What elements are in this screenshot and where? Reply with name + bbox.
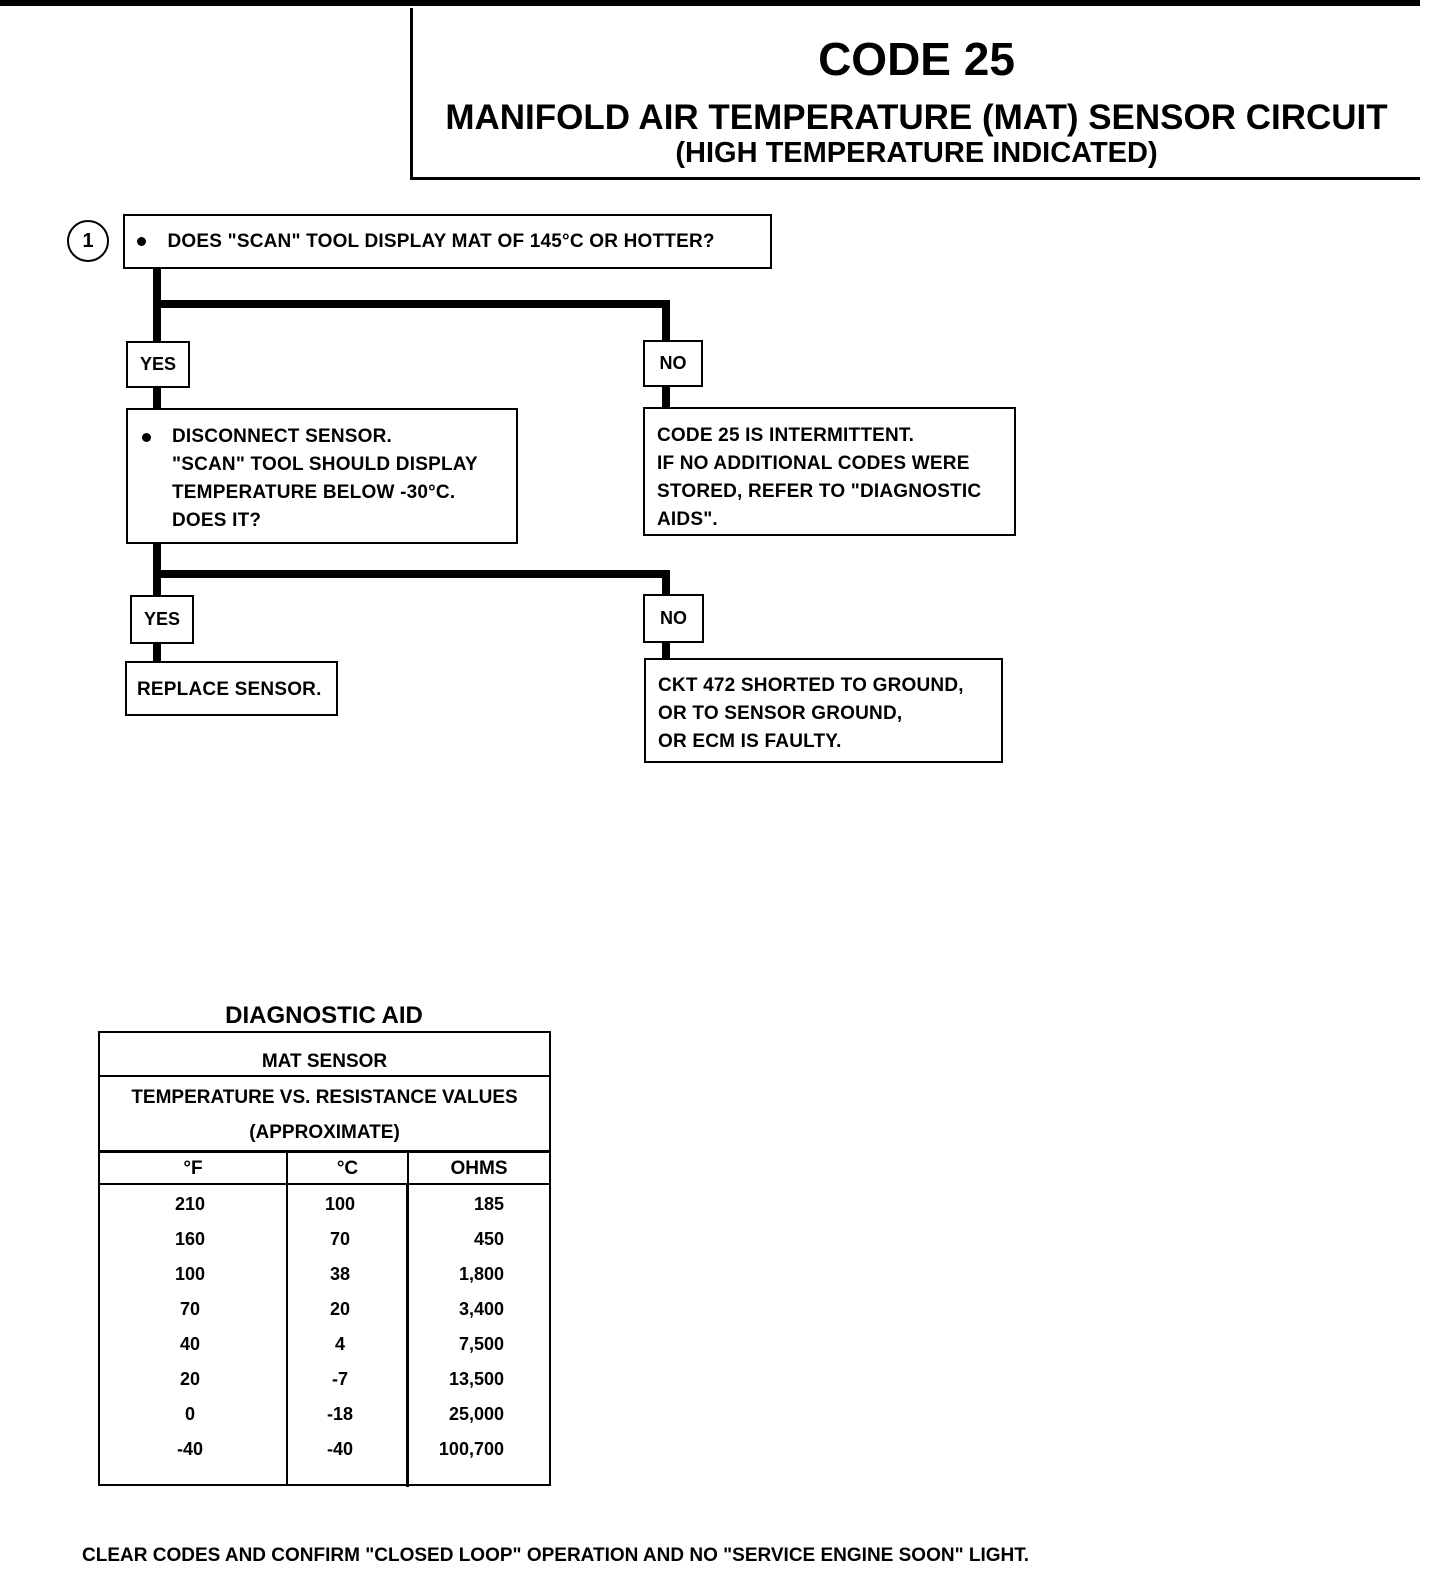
- yes-label: [130, 595, 194, 644]
- cell-f: 210: [174, 1194, 206, 1214]
- no-label-text: NO: [659, 353, 687, 373]
- table-subheading-line: (APPROXIMATE): [249, 1122, 400, 1143]
- cell-f: 40: [179, 1334, 201, 1354]
- diagnostic-aid-table: [98, 1031, 551, 1486]
- table-row: [100, 1362, 549, 1397]
- no-label: [643, 594, 704, 643]
- result-line: STORED, REFER TO "DIAGNOSTIC: [657, 481, 982, 502]
- result-line: IF NO ADDITIONAL CODES WERE: [657, 453, 970, 474]
- cell-f: 100: [174, 1264, 206, 1284]
- page-title: MANIFOLD AIR TEMPERATURE (MAT) SENSOR CIRCUIT: [445, 98, 1388, 137]
- cell-f: -40: [176, 1439, 203, 1459]
- yes-label: [126, 341, 190, 388]
- cell-c: 20: [329, 1299, 351, 1319]
- connector: [153, 388, 161, 410]
- cell-ohms: 100,700: [438, 1439, 504, 1459]
- cell-f: 70: [179, 1299, 201, 1319]
- cell-c: -18: [326, 1404, 353, 1424]
- cell-ohms: 7,500: [458, 1334, 504, 1354]
- cell-f: 160: [174, 1229, 206, 1249]
- no-label-text: NO: [660, 608, 687, 628]
- no-label: [643, 340, 703, 387]
- yes-label-text: YES: [139, 354, 177, 374]
- question-2-box: [126, 408, 518, 544]
- question-1-box: [123, 214, 772, 269]
- replace-sensor-text: REPLACE SENSOR.: [137, 679, 322, 700]
- table-row: [100, 1187, 549, 1222]
- result-line: CKT 472 SHORTED TO GROUND,: [658, 675, 964, 696]
- question-2-line: DISCONNECT SENSOR.: [172, 426, 393, 447]
- code-title: CODE 25: [818, 33, 1015, 85]
- connector: [153, 300, 670, 308]
- question-2-line: "SCAN" TOOL SHOULD DISPLAY: [172, 454, 478, 475]
- replace-sensor-box: [125, 661, 338, 716]
- table-row: [100, 1327, 549, 1362]
- result-line: AIDS".: [657, 509, 718, 530]
- table-subheading-line: TEMPERATURE VS. RESISTANCE VALUES: [131, 1087, 518, 1108]
- cell-ohms: 25,000: [448, 1404, 504, 1424]
- table-heading: MAT SENSOR: [100, 1033, 549, 1077]
- cell-c: -40: [326, 1439, 353, 1459]
- question-2-line: DOES IT?: [172, 510, 262, 531]
- cell-ohms: 450: [473, 1229, 504, 1249]
- cell-c: 4: [334, 1334, 345, 1354]
- bullet-icon: [142, 433, 151, 442]
- column-header-ohms: OHMS: [450, 1158, 508, 1179]
- intermittent-result-box: [643, 407, 1016, 536]
- column-header-c: °C: [288, 1153, 409, 1183]
- cell-c: 38: [329, 1264, 351, 1284]
- column-divider: [286, 1185, 288, 1485]
- cell-c: 70: [329, 1229, 351, 1249]
- cell-f: 20: [179, 1369, 201, 1389]
- table-row: [100, 1222, 549, 1257]
- table-row: [100, 1432, 549, 1467]
- connector: [662, 570, 670, 596]
- result-line: OR TO SENSOR GROUND,: [658, 703, 903, 724]
- top-rule: [0, 0, 1420, 6]
- cell-ohms: 13,500: [448, 1369, 504, 1389]
- connector: [662, 300, 670, 343]
- question-2-line: TEMPERATURE BELOW -30°C.: [172, 482, 456, 503]
- table-header-row: [100, 1153, 549, 1185]
- result-line: OR ECM IS FAULTY.: [658, 731, 842, 752]
- step-number: 1: [82, 229, 94, 252]
- table-body: [100, 1185, 549, 1482]
- header-box: [410, 8, 1420, 180]
- connector: [662, 387, 670, 409]
- shorted-result-box: [644, 658, 1003, 763]
- cell-c: -7: [331, 1369, 348, 1389]
- column-divider: [406, 1185, 409, 1487]
- cell-ohms: 1,800: [458, 1264, 504, 1284]
- question-1-text: DOES "SCAN" TOOL DISPLAY MAT OF 145°C OR HOTTER?: [167, 231, 715, 252]
- connector: [153, 570, 670, 578]
- cell-ohms: 185: [473, 1194, 504, 1214]
- table-subheading: [100, 1077, 549, 1153]
- cell-c: 100: [324, 1194, 356, 1214]
- yes-label-text: YES: [143, 609, 181, 629]
- table-row: [100, 1292, 549, 1327]
- diagnostic-aid-title: DIAGNOSTIC AID: [225, 1002, 423, 1029]
- bullet-icon: [137, 237, 146, 246]
- table-row: [100, 1397, 549, 1432]
- footer-note: CLEAR CODES AND CONFIRM "CLOSED LOOP" OPERATION AND NO "SERVICE ENGINE SOON" LIGHT.: [82, 1545, 1030, 1566]
- table-row: [100, 1257, 549, 1292]
- column-header-f: °F: [100, 1153, 288, 1183]
- cell-ohms: 3,400: [458, 1299, 504, 1319]
- cell-f: 0: [184, 1404, 195, 1424]
- step-number-badge: [67, 220, 109, 262]
- page-subtitle: (HIGH TEMPERATURE INDICATED): [675, 137, 1158, 169]
- result-line: CODE 25 IS INTERMITTENT.: [657, 425, 915, 446]
